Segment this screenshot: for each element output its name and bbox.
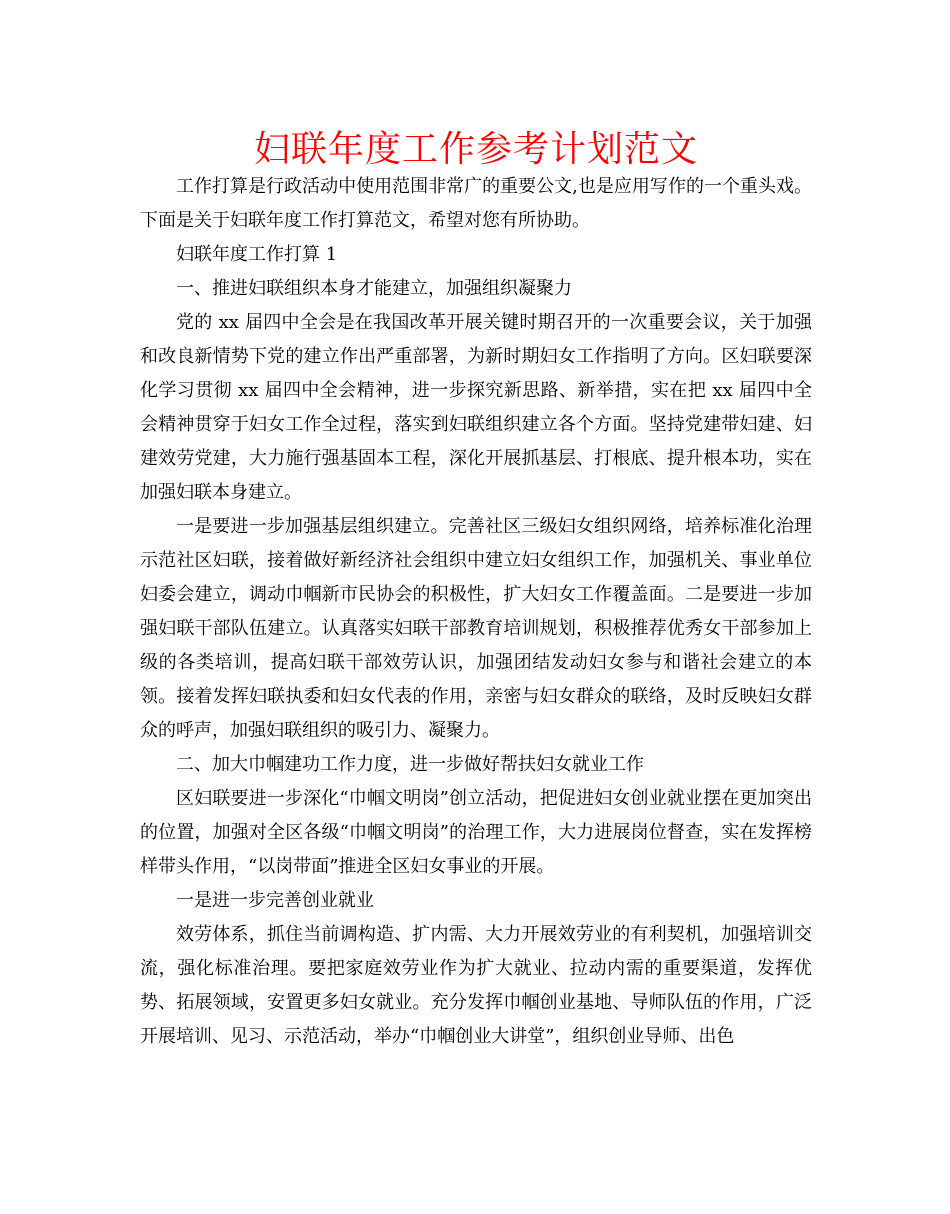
paragraph-subsection-2-1-body: 效劳体系，抓住当前调构造、扩内需、大力开展效劳业的有利契机，加强培训交流，强化标准治理。要把家庭效劳业作为扩大就业、拉动内需的重要渠道，发挥优势、拓展领域，安置更多妇女就业。充分发挥巾帼创业基地、导师队伍的作用，广泛开展培训、见习、示范活动，举办“巾帼创业大讲堂”，组织创业导师、出色 xyxy=(140,924,812,1047)
paragraph-section-1-details: 一是要进一步加强基层组织建立。完善社区三级妇女组织网络，培养标准化治理示范社区妇联，接着做好新经济社会组织中建立妇女组织工作，加强机关、事业单位妇委会建立，调动巾帼新市民协会的积极性，扩大妇女工作覆盖面。二是要进一步加强妇联干部队伍建立。认真落实妇联干部教育培训规划，积极推荐优秀女干部参加上级的各类培训，提高妇联干部效劳认识，加强团结发动妇女参与和谐社会建立的本领。接着发挥妇联执委和妇女代表的作用，亲密与妇女群众的联络，及时反映妇女群众的呼声，加强妇联组织的吸引力、凝聚力。 xyxy=(140,516,812,741)
document-body xyxy=(140,128,812,1054)
paragraph-plan-heading: 妇联年度工作打算 1 xyxy=(176,244,338,265)
paragraph-intro: 工作打算是行政活动中使用范围非常广的重要公文,也是应用写作的一个重头戏。下面是关于妇联年度工作打算范文，希望对您有所协助。 xyxy=(140,176,812,231)
document-title: 妇联年度工作参考计划范文 xyxy=(253,129,698,170)
paragraph-section-2-body: 区妇联要进一步深化“巾帼文明岗”创立活动，把促进妇女创业就业摆在更加突出的位置，加强对全区各级“巾帼文明岗”的治理工作，大力进展岗位督查，实在发挥榜样带头作用，“以岗带面”推进全区妇女事业的开展。 xyxy=(140,788,812,877)
section-heading-1: 一、推进妇联组织本身才能建立，加强组织凝聚力 xyxy=(176,278,572,299)
subsection-heading-2-1: 一是进一步完善创业就业 xyxy=(176,890,374,911)
section-heading-2: 二、加大巾帼建功工作力度，进一步做好帮扶妇女就业工作 xyxy=(176,754,644,775)
paragraph-section-1-body: 党的 xx 届四中全会是在我国改革开展关键时期召开的一次重要会议，关于加强和改良新情势下党的建立作出严重部署，为新时期妇女工作指明了方向。区妇联要深化学习贯彻 xx 届四中全会精神，进一步探究新思路、新举措，实在把 xx 届四中全会精神贯穿于妇女工作全过程，落实到妇联组织建立各个方面。坚持党建带妇建、妇建效劳党建，大力施行强基固本工程，深化开展抓基层、打根底、提升根本功，实在加强妇联本身建立。 xyxy=(140,312,812,503)
